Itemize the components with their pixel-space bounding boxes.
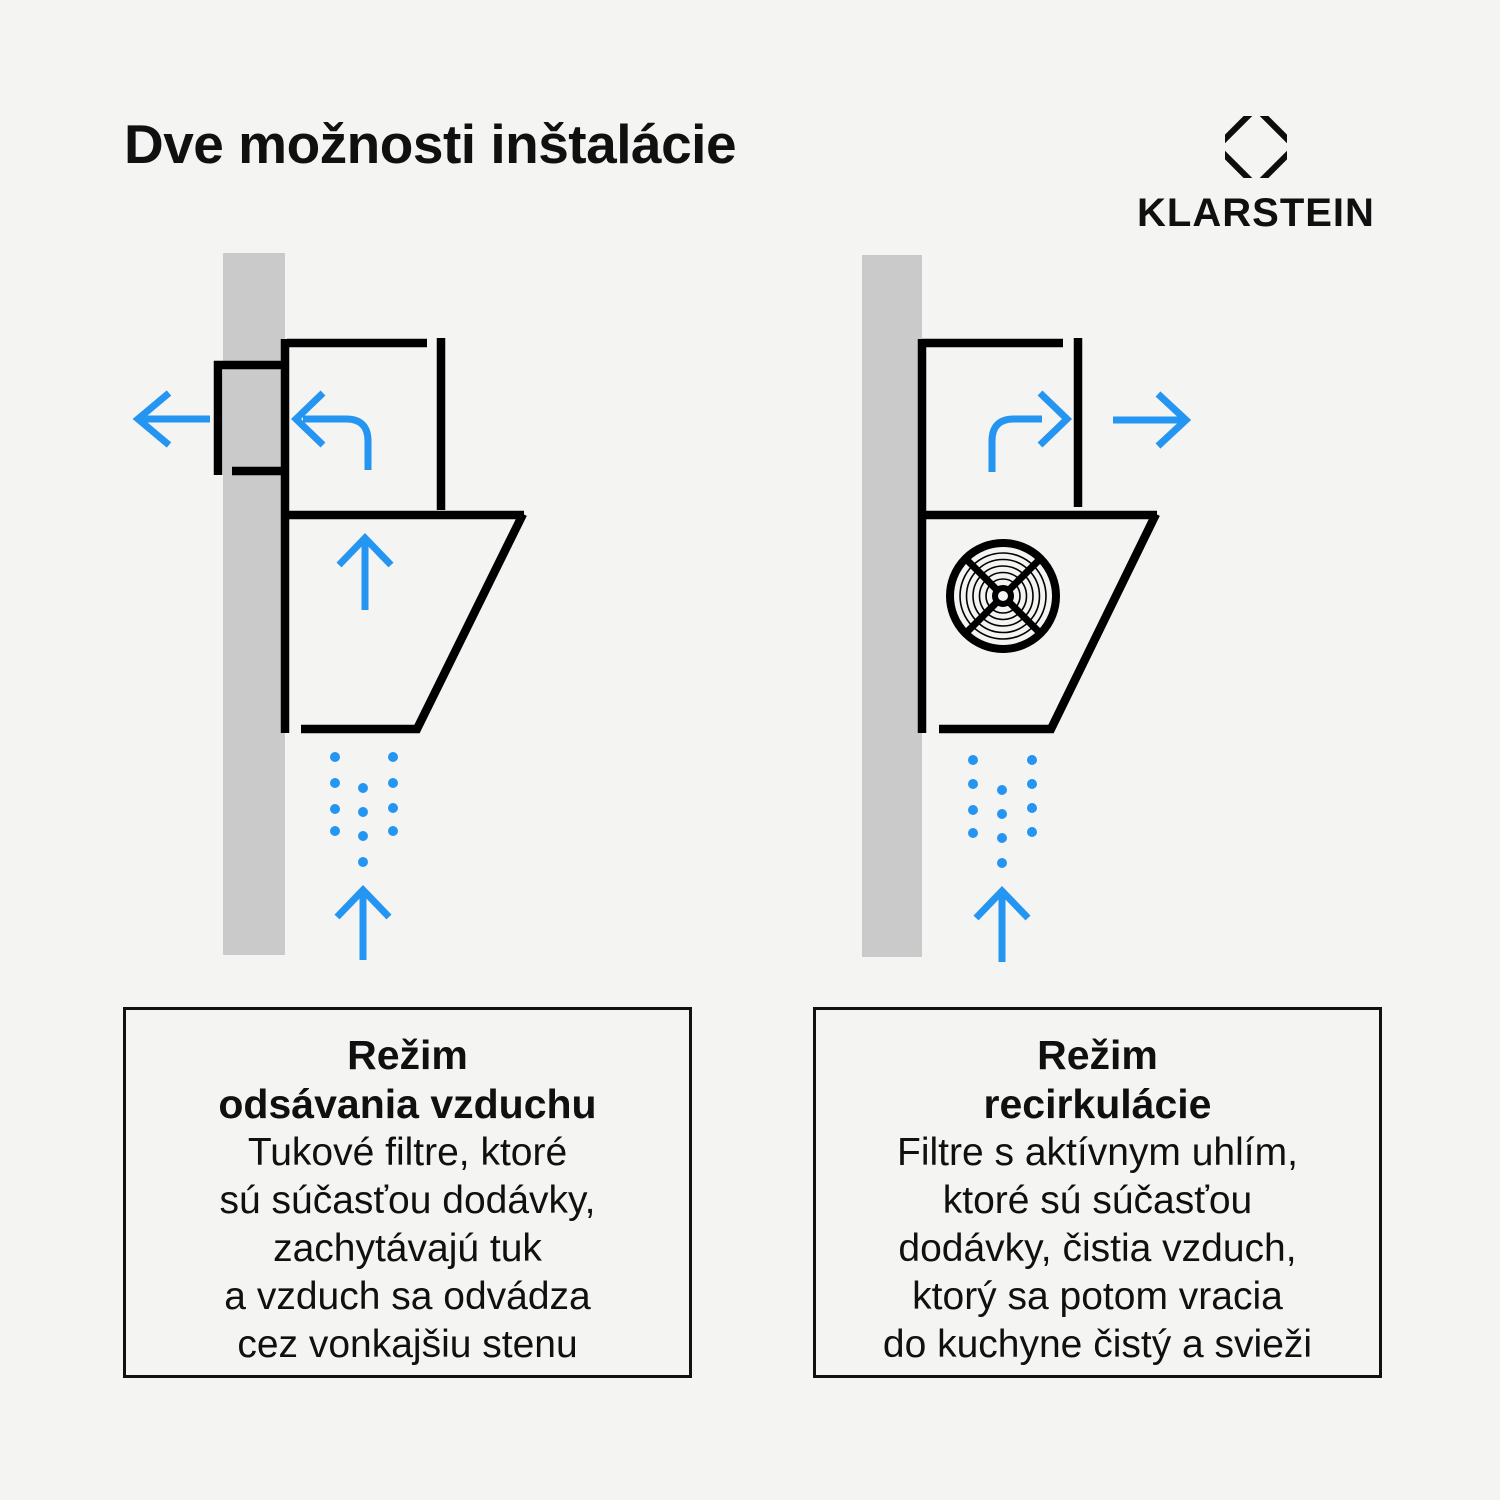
airflow-arrow-up-intake-icon xyxy=(976,891,1028,962)
caption-extraction-mode xyxy=(123,1007,692,1378)
caption-body-line: cez vonkajšiu stenu xyxy=(237,1323,578,1366)
caption-title-line: Režim xyxy=(1037,1032,1158,1078)
air-intake-dots xyxy=(330,752,398,867)
airflow-arrow-curve-right-icon xyxy=(992,393,1067,472)
wall xyxy=(862,255,922,957)
caption-title-line: Režim xyxy=(347,1032,468,1078)
extraction-diagram xyxy=(138,253,524,960)
caption-body-line: zachytávajú tuk xyxy=(273,1227,542,1270)
air-intake-dots xyxy=(968,755,1037,868)
caption-title-line: recirkulácie xyxy=(983,1081,1212,1127)
brand-name: KLARSTEIN xyxy=(1137,191,1375,235)
caption-body-line: Tukové filtre, ktoré xyxy=(247,1131,568,1174)
page-title: Dve možnosti inštalácie xyxy=(124,113,737,175)
wall xyxy=(223,253,285,955)
recirculation-diagram xyxy=(862,255,1186,962)
airflow-arrow-up-hood-icon xyxy=(339,538,391,610)
caption-title-line: odsávania vzduchu xyxy=(218,1081,597,1127)
caption-body-line: dodávky, čistia vzduch, xyxy=(898,1227,1297,1270)
caption-body-line: ktoré sú súčasťou xyxy=(942,1179,1253,1222)
caption-body-line: ktorý sa potom vracia xyxy=(912,1275,1283,1318)
caption-body-line: a vzduch sa odvádza xyxy=(224,1275,591,1318)
airflow-arrow-out-left-icon xyxy=(138,393,210,445)
caption-body-line: Filtre s aktívnym uhlím, xyxy=(897,1131,1298,1174)
caption-body-line: do kuchyne čistý a svieži xyxy=(882,1323,1313,1366)
caption-body-line: sú súčasťou dodávky, xyxy=(219,1179,596,1222)
airflow-arrow-curve-left-icon xyxy=(296,393,368,470)
airflow-arrow-out-right-icon xyxy=(1113,394,1186,446)
airflow-arrow-up-intake-icon xyxy=(337,890,389,960)
fan-icon xyxy=(950,543,1056,649)
caption-recirculation-mode xyxy=(813,1007,1382,1378)
